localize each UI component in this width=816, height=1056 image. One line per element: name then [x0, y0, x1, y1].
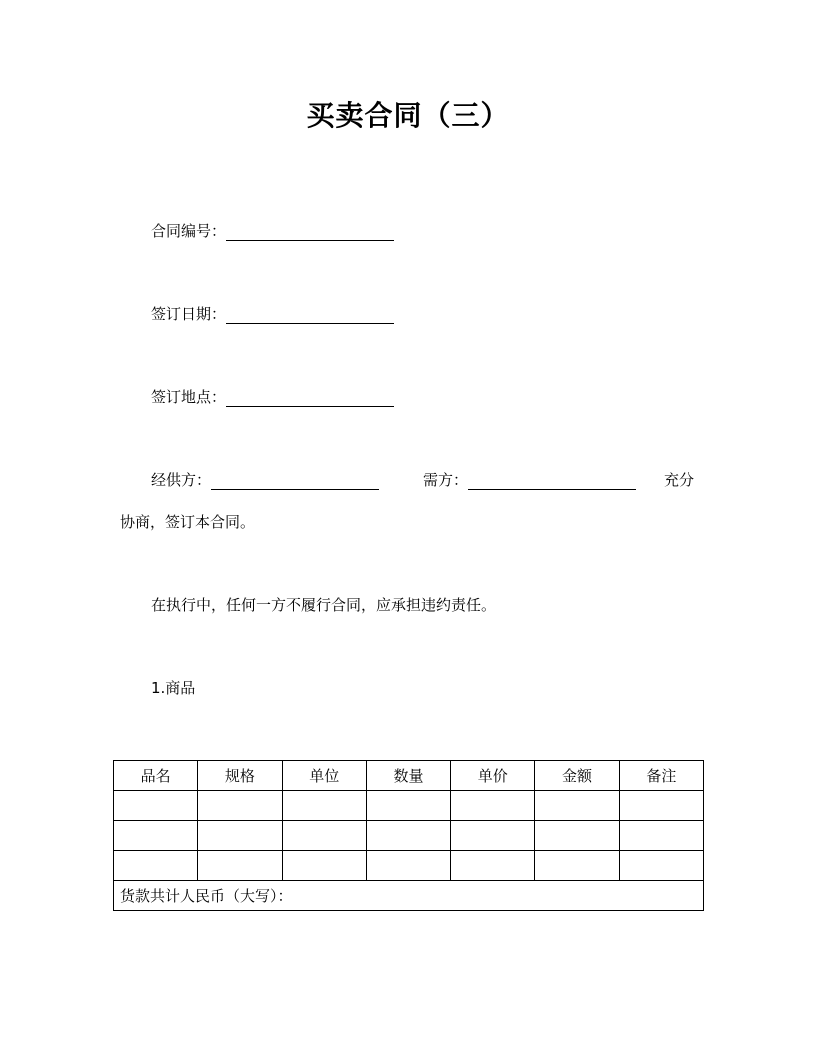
header-unit-price: 单价 — [451, 761, 535, 791]
table-cell[interactable] — [366, 791, 450, 821]
table-cell[interactable] — [282, 791, 366, 821]
header-remarks: 备注 — [619, 761, 703, 791]
header-unit: 单位 — [282, 761, 366, 791]
contract-title: 买卖合同（三） — [306, 99, 510, 132]
negotiate-text-part1: 充分 — [664, 471, 695, 489]
supplier-label: 经供方： — [151, 471, 212, 489]
header-amount: 金额 — [535, 761, 619, 791]
buyer-label: 需方： — [423, 471, 469, 489]
goods-table-header — [114, 761, 704, 791]
table-row — [114, 791, 704, 821]
header-product-name: 品名 — [114, 761, 198, 791]
contract-number-field[interactable] — [226, 222, 394, 241]
table-row — [114, 851, 704, 881]
goods-total-row — [114, 881, 704, 911]
table-cell[interactable] — [535, 821, 619, 851]
liability-clause: 在执行中，任何一方不履行合同，应承担违约责任。 — [151, 596, 497, 614]
table-cell[interactable] — [198, 791, 282, 821]
parties-row — [151, 470, 379, 490]
goods-table — [113, 760, 704, 911]
table-cell[interactable] — [366, 821, 450, 851]
table-cell[interactable] — [451, 851, 535, 881]
table-cell[interactable] — [198, 851, 282, 881]
section1-heading: 1.商品 — [151, 679, 196, 697]
table-cell[interactable] — [451, 821, 535, 851]
sign-place-row — [151, 387, 394, 407]
table-cell[interactable] — [198, 821, 282, 851]
table-cell[interactable] — [451, 791, 535, 821]
buyer-field[interactable] — [468, 471, 636, 490]
contract-number-row — [151, 221, 394, 241]
table-cell[interactable] — [619, 821, 703, 851]
table-cell[interactable] — [619, 851, 703, 881]
table-cell[interactable] — [114, 851, 198, 881]
sign-date-label: 签订日期： — [151, 305, 227, 323]
supplier-field[interactable] — [211, 471, 379, 490]
sign-place-field[interactable] — [226, 388, 394, 407]
sign-date-field[interactable] — [226, 305, 394, 324]
sign-date-row — [151, 304, 394, 324]
buyer-row — [423, 470, 636, 490]
table-cell[interactable] — [535, 851, 619, 881]
table-cell[interactable] — [114, 791, 198, 821]
header-specification: 规格 — [198, 761, 282, 791]
contract-number-label: 合同编号： — [151, 222, 227, 240]
goods-total-label[interactable]: 货款共计人民币（大写）： — [114, 881, 704, 911]
table-cell[interactable] — [282, 821, 366, 851]
table-cell[interactable] — [282, 851, 366, 881]
table-row — [114, 821, 704, 851]
table-cell[interactable] — [114, 821, 198, 851]
table-cell[interactable] — [535, 791, 619, 821]
sign-place-label: 签订地点： — [151, 388, 227, 406]
negotiate-text-part2: 协商，签订本合同。 — [120, 513, 256, 531]
table-cell[interactable] — [619, 791, 703, 821]
header-quantity: 数量 — [366, 761, 450, 791]
table-cell[interactable] — [366, 851, 450, 881]
